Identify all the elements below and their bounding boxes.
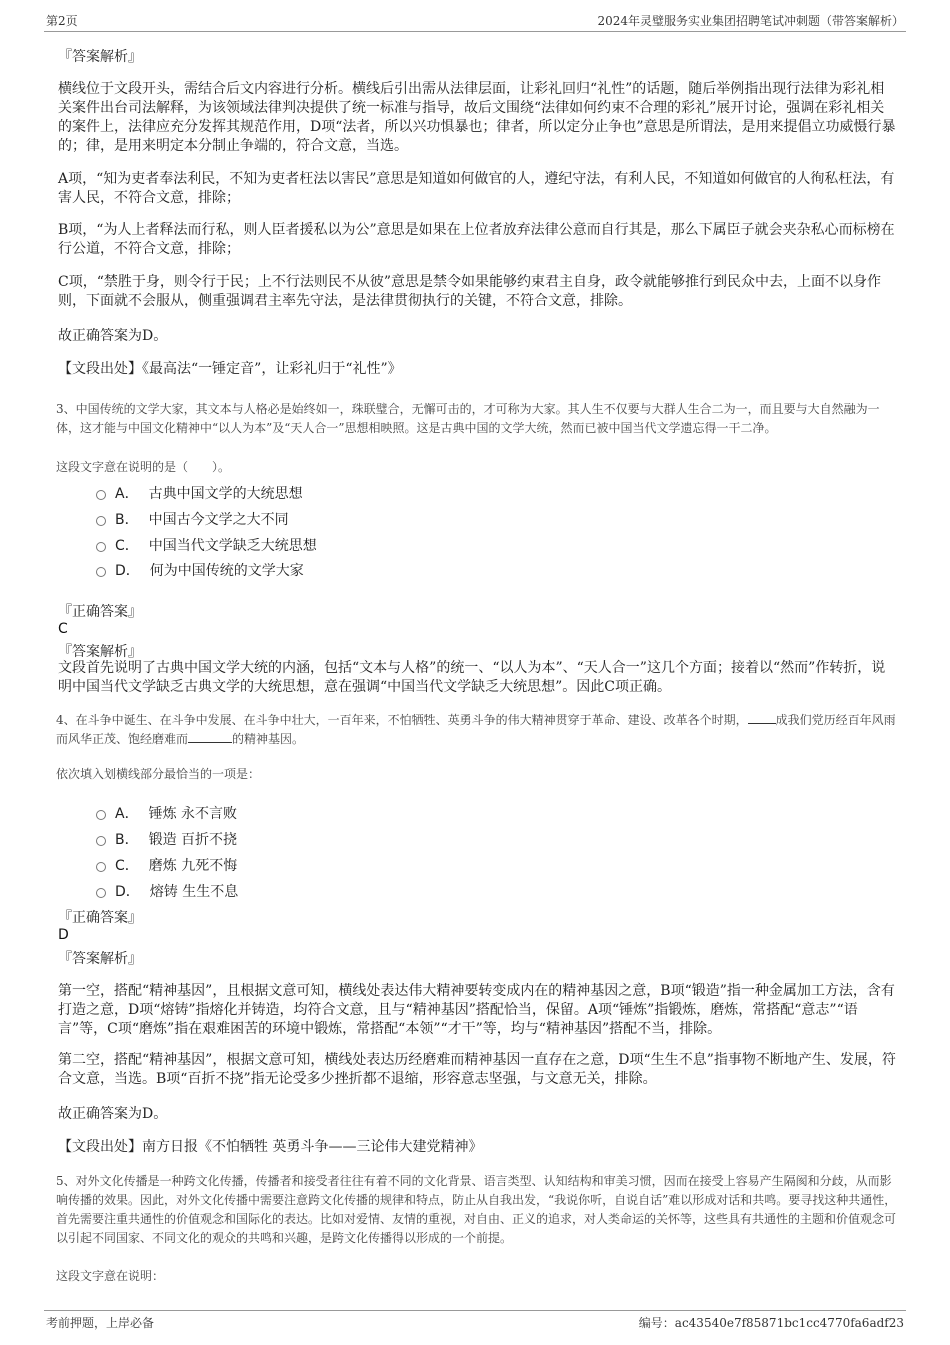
q3-answer-label: 『正确答案』	[58, 604, 142, 620]
q4-answer: D	[58, 927, 69, 943]
q3-stem: 3、中国传统的文学大家，其文本与人格必是始终如一，珠联璧合，无懈可击的，才可称为大家。其人生不仅要与大群人生合二为一，而且要与大自然融为一体，这才能与中国文化精神中“以人为本”及“天人合一”思想相映照。这是古典中国的文学大统，然而已被中国当代文学遗忘得一干二净。	[56, 402, 880, 435]
radio-icon[interactable]	[96, 542, 106, 552]
q3-option-c[interactable]: C． 中国当代文学缺乏大统思想	[96, 535, 317, 555]
q2-analysis-para1: 横线位于文段开头，需结合后文内容进行分析。横线后引出需从法律层面，让彩礼回归“礼性”的话题，随后举例指出现行法律为彩礼相关案件出台司法解释，为该领域法律判决提供了统一标准与指导，故后文围绕“法律如何约束不合理的彩礼”展开讨论，强调在彩礼相关的案件上，法律应充分发挥其规范作用，D项“法者，所以兴功惧暴也；律者，所以定分止争也”意思是所谓法，是用来提倡立功威慑行暴的；律，是用来明定本分制止争端的，符合文意，当选。	[58, 81, 896, 154]
q4-stem: 4、在斗争中诞生、在斗争中发展、在斗争中壮大，一百年来，不怕牺牲、英勇斗争的伟大精神贯穿于革命、建设、改革各个时期， 成我们党历经百年风雨而风华正茂、饱经磨难而 的精神基因。	[56, 713, 896, 746]
q3-prompt: 这段文字意在说明的是（ ）。	[56, 460, 231, 474]
q2-conclusion: 故正确答案为D。	[58, 328, 168, 344]
q4-option-a[interactable]: A． 锤炼 永不言败	[96, 803, 237, 823]
q4-option-c[interactable]: C． 磨炼 九死不悔	[96, 855, 237, 875]
q3-option-d[interactable]: D． 何为中国传统的文学大家	[96, 560, 304, 580]
q4-blank-1	[748, 711, 776, 724]
radio-icon[interactable]	[96, 516, 106, 526]
q3-analysis-label: 『答案解析』	[58, 644, 142, 660]
q2-analysis-para4: C项，“禁胜于身，则令行于民；上不行法则民不从彼”意思是禁令如果能够约束君主自身，政令就能够推行到民众中去，上面不以身作则，下面就不会服从，侧重强调君主率先守法，是法律贯彻执行的关键，不符合文意，排除。	[58, 274, 882, 309]
footer-slogan: 考前押题，上岸必备	[46, 1316, 155, 1330]
q3-option-b[interactable]: B． 中国古今文学之大不同	[96, 509, 289, 529]
radio-icon[interactable]	[96, 810, 106, 820]
q3-answer: C	[58, 621, 68, 637]
header-divider	[44, 31, 906, 32]
q4-option-d[interactable]: D． 熔铸 生生不息	[96, 881, 238, 901]
q4-analysis-label: 『答案解析』	[58, 951, 142, 967]
footer-divider	[44, 1310, 906, 1311]
q2-analysis-para3: B项，“为人上者释法而行私，则人臣者援私以为公”意思是如果在上位者放弃法律公意而自行其是，那么下属臣子就会夹杂私心而标榜在行公道，不符合文意，排除；	[58, 222, 895, 257]
radio-icon[interactable]	[96, 836, 106, 846]
q4-blank-2	[188, 730, 232, 743]
q2-analysis-label: 『答案解析』	[58, 49, 142, 65]
q2-source: 【文段出处】《最高法“一锤定音”，让彩礼归于“礼性”》	[58, 361, 402, 377]
q5-prompt: 这段文字意在说明：	[56, 1269, 165, 1283]
radio-icon[interactable]	[96, 567, 106, 577]
q4-prompt: 依次填入划横线部分最恰当的一项是：	[56, 767, 261, 781]
q5-stem: 5、对外文化传播是一种跨文化传播，传播者和接受者往往有着不同的文化背景、语言类型、认知结构和审美习惯，因而在接受上容易产生隔阂和分歧，从而影响传播的效果。因此，对外文化传播中需要注意跨文化传播的规律和特点，防止从自我出发，“我说你听，自说自话”难以形成对话和共鸣。要寻找这种共通性，首先需要注重共通性的价值观念和国际化的表达。比如对爱情、友情的重视，对自由、正义的追求，对人类命运的关怀等，这些具有共通性的主题和价值观念可以引起不同国家、不同文化的观众的共鸣和兴趣，是跨文化传播得以形成的一个前提。	[56, 1174, 897, 1245]
document-title: 2024年灵璧服务实业集团招聘笔试冲刺题（带答案解析）	[597, 14, 904, 28]
radio-icon[interactable]	[96, 862, 106, 872]
radio-icon[interactable]	[96, 888, 106, 898]
q4-conclusion: 故正确答案为D。	[58, 1106, 168, 1122]
document-id: 编号：ac43540e7f85871bc1cc4770fa6adf23	[638, 1316, 904, 1330]
radio-icon[interactable]	[96, 490, 106, 500]
q3-analysis: 文段首先说明了古典中国文学大统的内涵，包括“文本与人格”的统一、“以人为本”、“天人合一”这几个方面；接着以“然而”作转折，说明中国当代文学缺乏古典文学的大统思想，意在强调“中国当代文学缺乏大统思想”。因此C项正确。	[58, 660, 886, 695]
q2-analysis-para2: A项，“知为吏者奉法利民，不知为吏者枉法以害民”意思是知道如何做官的人，遵纪守法，有利人民，不知道如何做官的人徇私枉法，有害人民，不符合文意，排除；	[58, 171, 895, 206]
q3-option-a[interactable]: A． 古典中国文学的大统思想	[96, 483, 303, 503]
q4-analysis-para1: 第一空，搭配“精神基因”，且根据文意可知，横线处表达伟大精神要转变成内在的精神基因之意，B项“锻造”指一种金属加工方法，含有打造之意，D项“熔铸”指熔化并铸造，均符合文意，且与“精神基因”搭配恰当，保留。A项“锤炼”指锻炼，磨炼，常搭配“意志”“语言”等，C项“磨炼”指在艰难困苦的环境中锻炼，常搭配“本领”“才干”等，均与“精神基因”搭配不当，排除。	[58, 983, 895, 1037]
q4-answer-label: 『正确答案』	[58, 910, 142, 926]
q4-option-b[interactable]: B． 锻造 百折不挠	[96, 829, 237, 849]
page-number: 第2页	[46, 14, 78, 28]
q4-analysis-para2: 第二空，搭配“精神基因”，根据文意可知，横线处表达历经磨难而精神基因一直存在之意，D项“生生不息”指事物不断地产生、发展，符合文意，当选。B项“百折不挠”指无论受多少挫折都不退缩，形容意志坚强，与文意无关，排除。	[58, 1052, 896, 1087]
q4-source: 【文段出处】南方日报《不怕牺牲 英勇斗争——三论伟大建党精神》	[58, 1139, 483, 1155]
